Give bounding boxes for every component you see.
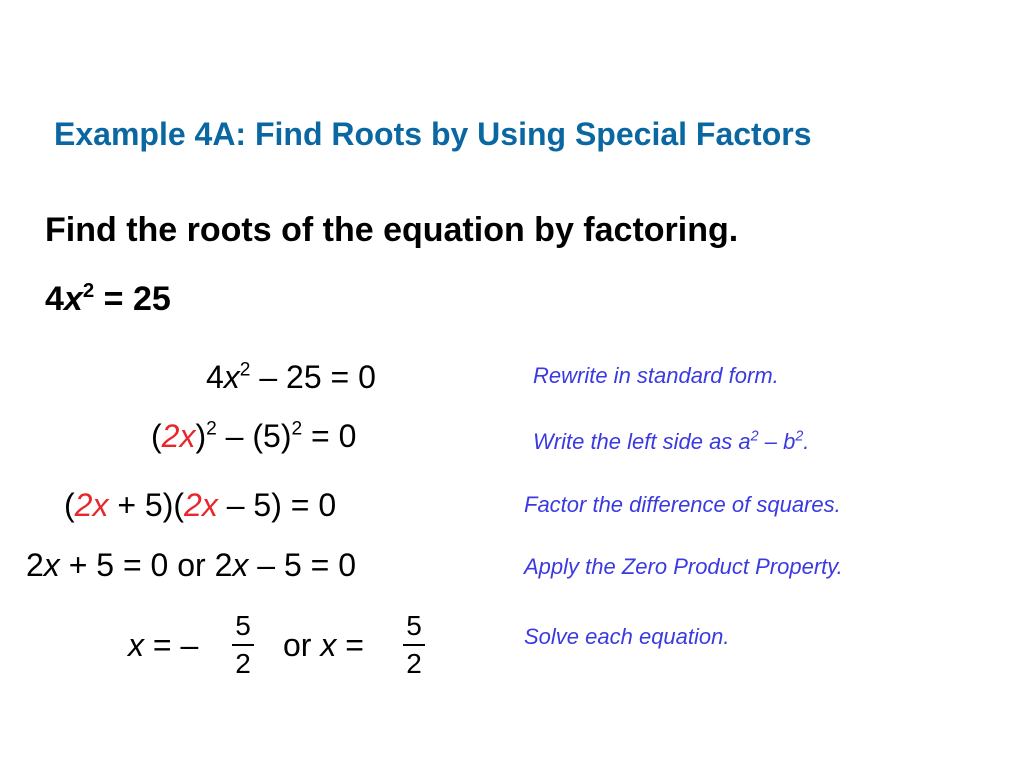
fraction-left (230, 611, 256, 679)
step-factored (64, 487, 336, 524)
step3-rest: – 5) = 0 (217, 487, 337, 523)
step4-a: 2 (26, 547, 44, 583)
note-zero-product: Apply the Zero Product Property. (524, 554, 843, 579)
step2-close: ) (195, 418, 207, 454)
step3-open: ( (64, 487, 75, 523)
note2-end: . (803, 429, 810, 454)
step1-exp: 2 (239, 359, 251, 381)
fraction-left-denominator: 2 (235, 648, 251, 679)
fraction-left-numerator: 5 (235, 610, 251, 641)
step3-red-term-2: 2x (184, 487, 218, 523)
step3-mid: + 5)( (108, 487, 185, 523)
step4-var2: x (232, 547, 249, 583)
fraction-left-bar (232, 644, 254, 646)
given-exp: 2 (82, 279, 95, 302)
step1-rest: – 25 = 0 (250, 359, 376, 395)
note2-sup2: 2 (795, 428, 804, 445)
step5-or: or (283, 627, 321, 663)
step4-var1: x (43, 547, 60, 583)
fraction-right-denominator: 2 (406, 648, 422, 679)
step2-rest: = 0 (302, 418, 357, 454)
step5-eq2: = (336, 627, 364, 663)
step-squares (151, 418, 356, 455)
step5-var1: x (128, 627, 144, 663)
step-standard-form (206, 359, 376, 396)
note-left-side (533, 429, 809, 455)
fraction-right (401, 611, 427, 679)
given-equation (45, 280, 171, 319)
note-standard-form: Rewrite in standard form. (533, 363, 779, 388)
fraction-right-bar (403, 644, 425, 646)
step5-left (128, 627, 198, 664)
step1-var: x (223, 359, 240, 395)
step4-b: + 5 = 0 or 2 (59, 547, 233, 583)
step2-exp2: 2 (291, 418, 303, 440)
step2-exp1: 2 (206, 418, 217, 440)
given-coef: 4 (45, 280, 64, 318)
note-difference-squares: Factor the difference of squares. (524, 492, 841, 517)
given-rhs: = 25 (103, 280, 171, 318)
step5-eq1: = – (144, 627, 199, 663)
step2-red-term: 2x (161, 418, 196, 454)
step3-red-term-1: 2x (74, 487, 109, 523)
step2-mid: – (5) (216, 418, 292, 454)
note-solve: Solve each equation. (524, 624, 730, 649)
fraction-right-numerator: 5 (406, 610, 422, 641)
note2-text: Write the left side as a (533, 429, 751, 454)
slide-title: Example 4A: Find Roots by Using Special Factors (54, 116, 812, 152)
step1-coef: 4 (206, 359, 224, 395)
step2-open: ( (151, 418, 162, 454)
note2-mid: – b (758, 429, 796, 454)
step-zero-product (26, 547, 356, 584)
step5-var2: x (320, 627, 337, 663)
note2-sup1: 2 (750, 428, 759, 445)
step4-c: – 5 = 0 (248, 547, 356, 583)
instruction-text: Find the roots of the equation by factoring. (45, 211, 739, 249)
step5-right (283, 627, 364, 664)
given-var: x (63, 280, 83, 318)
